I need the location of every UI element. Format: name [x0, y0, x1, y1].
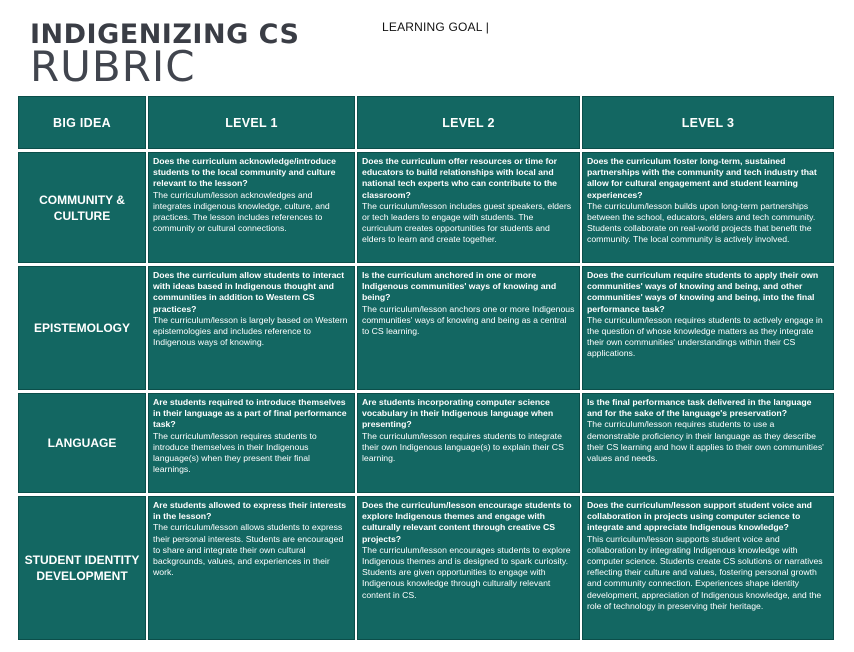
cell-description: The curriculum/lesson encourages students to explore Indigenous themes and is designed to spark curiosity. Students are given opportunities to engage with Indigenous knowledge through culturally relevant content in CS. [362, 544, 571, 600]
epistemology-level-3 [582, 266, 834, 390]
document-title [30, 19, 300, 91]
big-idea-student-identity-development: STUDENT IDENTITY DEVELOPMENT [18, 496, 146, 640]
cell-question: Is the curriculum anchored in one or more Indigenous communities' ways of knowing and being? [362, 270, 557, 303]
community-culture-level-1 [148, 152, 355, 263]
cell-question: Does the curriculum/lesson encourage students to explore Indigenous themes and engage with culturally relevant content through creative CS projects? [362, 500, 572, 544]
language-level-1 [148, 393, 355, 493]
language-level-2 [357, 393, 580, 493]
cell-description: The curriculum/lesson requires students to use a demonstrable proficiency in their language as they describe their CS learning and how it applies to their own communities' values and needs. [587, 419, 824, 464]
cell-question: Is the final performance task delivered in the language and for the sake of the language's preservation? [587, 397, 812, 419]
cell-question: Are students incorporating computer science vocabulary in their Indigenous language when presenting? [362, 397, 554, 430]
cell-description: This curriculum/lesson supports student voice and collaboration by integrating Indigenous knowledge with computer science. Students create CS solutions or narratives reflecting their culture and values, fostering personal growth and community connection. Experiences shape identity development, appreciation of Indigenous knowledge, and the role of technology in preserving their heritage. [587, 533, 823, 611]
cell-description: The curriculum/lesson allows students to express their personal interests. Students are encouraged to share and integrate their own cultural backgrounds, values, and experiences in their work. [153, 522, 344, 578]
cell-description: The curriculum/lesson builds upon long-term partnerships between the school, educators, elders and tech community. Students collaborate on real-world projects that benefit the community. The local community is actively involved. [587, 200, 816, 245]
header-level-1: LEVEL 1 [148, 96, 355, 149]
cell-question: Does the curriculum require students to apply their own communities' ways of knowing and being, and other communities' ways of knowing and being, into the final performance task? [587, 270, 819, 314]
student-identity-level-1 [148, 496, 355, 640]
cell-question: Does the curriculum foster long-term, sustained partnerships with the community and tech industry that allow for cultural engagement and student learning experiences? [587, 156, 817, 200]
cell-description: The curriculum/lesson requires students to integrate their own Indigenous language(s) to explain their CS learning. [362, 430, 564, 464]
header-level-3: LEVEL 3 [582, 96, 834, 149]
header-level-2: LEVEL 2 [357, 96, 580, 149]
cell-description: The curriculum/lesson acknowledges and integrates indigenous knowledge, culture, and practices. The lesson includes references to community or cultural connections. [153, 189, 330, 234]
learning-goal-label: LEARNING GOAL | [382, 20, 490, 34]
epistemology-level-2 [357, 266, 580, 390]
cell-question: Does the curriculum allow students to interact with ideas based in Indigenous thought and communities in addition to Western CS practices? [153, 270, 345, 314]
community-culture-level-2 [357, 152, 580, 263]
epistemology-level-1 [148, 266, 355, 390]
student-identity-level-3 [582, 496, 834, 640]
big-idea-language: LANGUAGE [18, 393, 146, 493]
cell-description: The curriculum/lesson requires students to actively engage in the question of whose knowledge matters as they integrate their own communities' understandings within their CS applications. [587, 314, 823, 359]
student-identity-level-2 [357, 496, 580, 640]
title-line-2: RUBRIC [30, 42, 196, 91]
big-idea-community-culture: COMMUNITY & CULTURE [18, 152, 146, 263]
big-idea-epistemology: EPISTEMOLOGY [18, 266, 146, 390]
community-culture-level-3 [582, 152, 834, 263]
header-big-idea: BIG IDEA [18, 96, 146, 149]
cell-description: The curriculum/lesson includes guest speakers, elders or tech leaders to engage with students. The curriculum creates opportunities for students and elders to learn and create together. [362, 200, 572, 245]
title-line-1: INDIGENIZING CS [30, 19, 300, 50]
cell-description: The curriculum/lesson is largely based on Western epistemologies and includes reference to Indigenous ways of knowing. [153, 314, 348, 348]
cell-question: Are students allowed to express their interests in the lesson? [153, 500, 347, 522]
cell-question: Does the curriculum/lesson support student voice and collaboration in projects using computer science to integrate and appreciate Indigenous knowledge? [587, 500, 812, 533]
rubric-table [18, 96, 836, 640]
cell-description: The curriculum/lesson anchors one or more Indigenous communities' ways of knowing and being as a central to CS learning. [362, 303, 575, 337]
cell-question: Does the curriculum acknowledge/introduce students to the local community and culture relevant to the lesson? [153, 156, 336, 189]
cell-question: Are students required to introduce themselves in their language as a part of final performance task? [153, 397, 347, 430]
cell-description: The curriculum/lesson requires students to introduce themselves in their Indigenous language(s) when they present their final learnings. [153, 430, 317, 475]
cell-question: Does the curriculum offer resources or time for educators to build relationships with local and national tech experts who can contribute to the classroom? [362, 156, 558, 200]
language-level-3 [582, 393, 834, 493]
